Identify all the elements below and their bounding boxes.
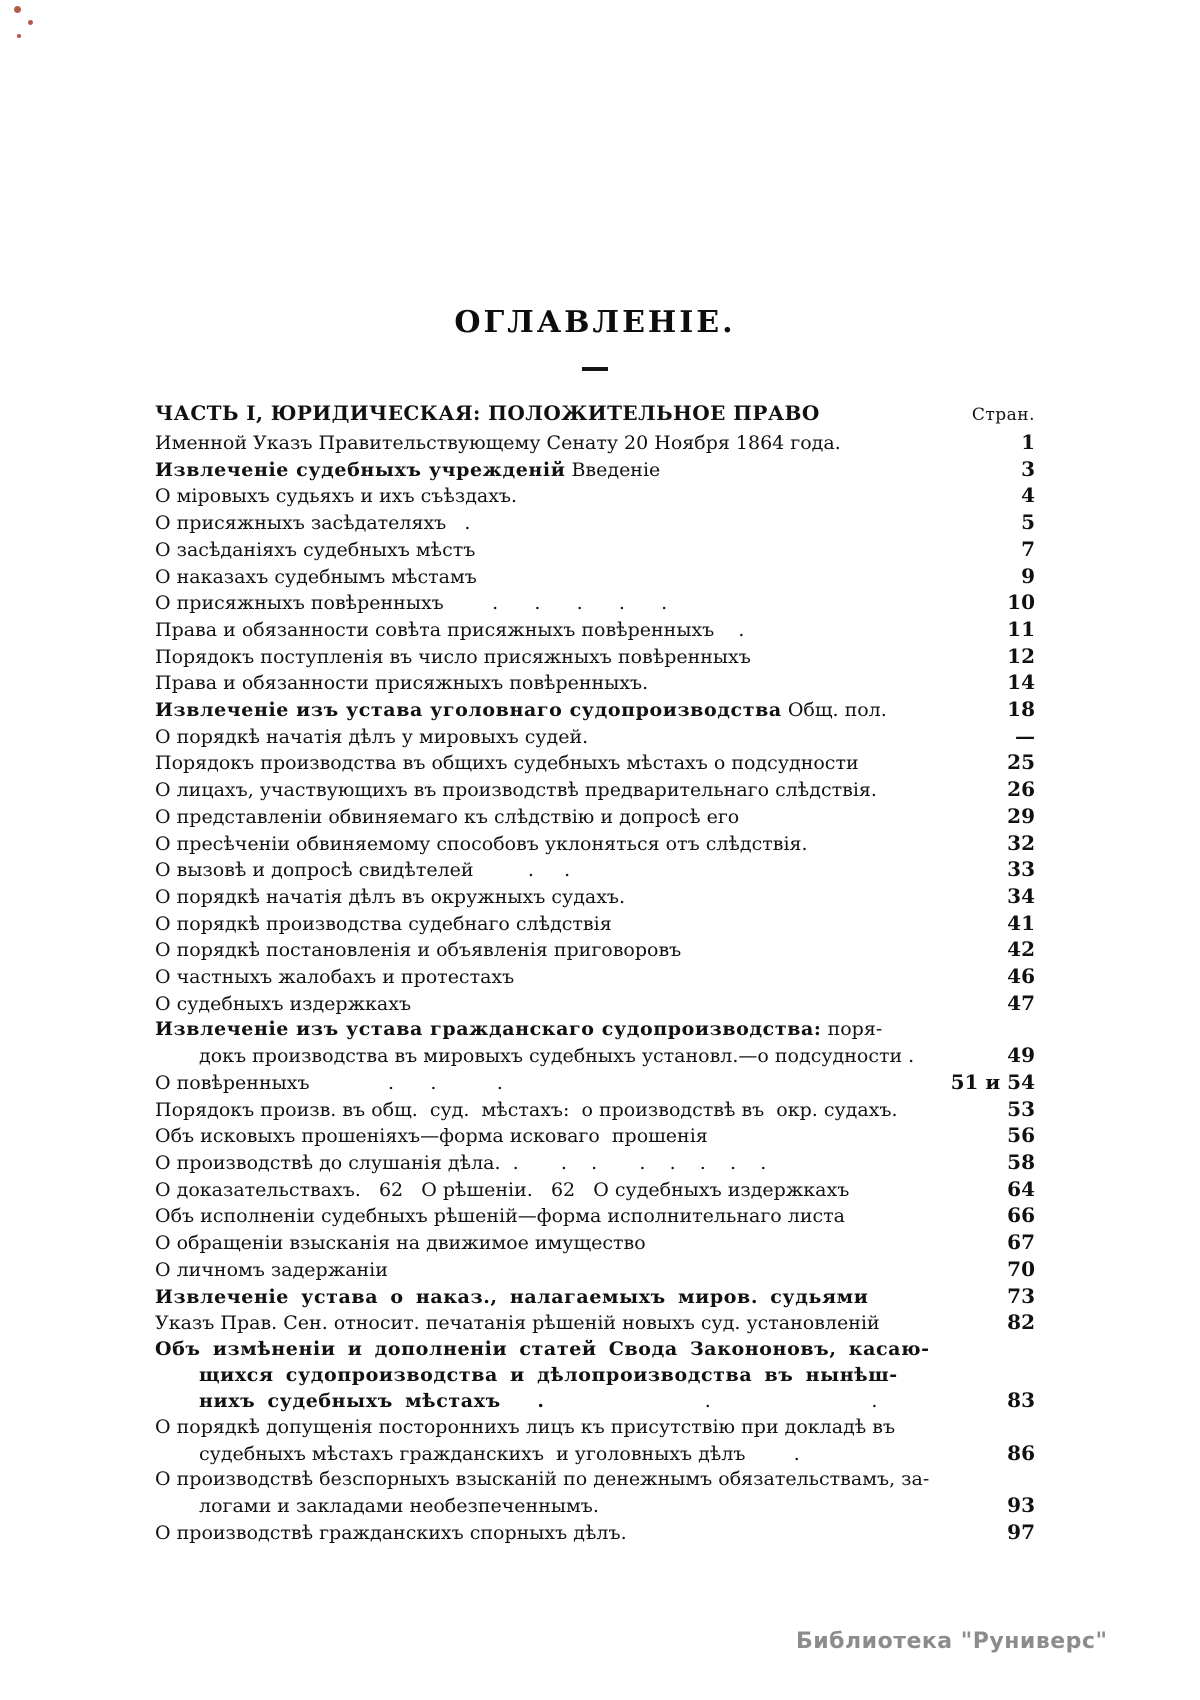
entry-page-number: 73 (1007, 1283, 1035, 1308)
entry-title: Порядокъ производства въ общихъ судебныхъ мѣстахъ о подсудности (155, 752, 859, 775)
scan-speck (17, 34, 21, 38)
toc-entry (155, 750, 1035, 777)
toc-entry (155, 777, 1035, 804)
entry-title: О присяжныхъ повѣренныхъ . . . . . (155, 592, 668, 615)
toc-entry (155, 1017, 1035, 1043)
entry-title: О производствѣ безспорныхъ взысканій по денежнымъ обязательствамъ, за- (155, 1468, 930, 1491)
toc-entry (155, 724, 1035, 751)
toc-entry (155, 564, 1035, 591)
toc-entry (155, 1043, 1035, 1070)
entry-title: О вызовѣ и допросѣ свидѣтелей . . (155, 859, 571, 882)
entry-page-number: 67 (1007, 1230, 1035, 1255)
toc-entry (155, 1337, 1035, 1363)
toc-entry (155, 964, 1035, 991)
toc-entry (155, 644, 1035, 671)
entry-title: Именной Указъ Правительствующему Сенату 20 Ноября 1864 года. (155, 432, 841, 454)
entry-title: Права и обязанности присяжныхъ повѣренныхъ. (155, 672, 649, 695)
entry-page-number: 14 (1007, 670, 1035, 695)
toc-entry (155, 1203, 1035, 1230)
entry-page-number: 25 (1007, 750, 1035, 775)
entry-page-number: 66 (1007, 1203, 1035, 1228)
entry-page-number: 46 (1007, 964, 1035, 989)
entry-title: нихъ судебныхъ мѣстахъ . . . (199, 1390, 878, 1413)
entry-page-number: 34 (1007, 883, 1035, 908)
entry-page-number: 53 (1007, 1096, 1035, 1121)
entry-title: О судебныхъ издержкахъ (155, 992, 412, 1015)
entry-title-bold: Объ измѣненіи и дополненіи статей Свода Закононовъ, касаю- (155, 1337, 930, 1360)
entry-page-number: 29 (1007, 803, 1035, 828)
entry-title: О порядкѣ постановленія и объявленія приговоровъ (155, 939, 682, 962)
toc-entry (155, 831, 1035, 858)
toc-entry (155, 1150, 1035, 1177)
toc-entry (155, 617, 1035, 644)
entry-title-bold: Извлеченіе изъ устава уголовнаго судопроизводства (155, 699, 782, 722)
entry-title: О пресѣченіи обвиняемому способовъ уклоняться отъ слѣдствія. (155, 832, 808, 855)
entry-title-bold: Извлеченіе судебныхъ учрежденій (155, 458, 566, 481)
pages-column-label: Стран. (971, 405, 1035, 425)
entry-page-number: 4 (1021, 483, 1035, 508)
entry-page-number: 12 (1007, 643, 1035, 668)
entry-page-number: 7 (1021, 536, 1035, 561)
entry-title: Указъ Прав. Сен. относит. печатанія рѣшеній новыхъ суд. установленій (155, 1312, 880, 1335)
toc-entry (155, 1177, 1035, 1204)
entry-title: Права и обязанности совѣта присяжныхъ повѣренныхъ . (155, 618, 745, 641)
entry-title: О порядкѣ начатія дѣлъ въ окружныхъ судахъ. (155, 885, 626, 908)
section-heading-row (155, 401, 1035, 425)
entry-page-number: 26 (1007, 777, 1035, 802)
toc-entry (155, 991, 1035, 1018)
entry-page-number: 5 (1021, 510, 1035, 535)
entry-page-number: 58 (1007, 1149, 1035, 1174)
toc-entry (155, 1284, 1035, 1311)
entry-title-bold: Извлеченіе изъ устава гражданскаго судопроизводства: (155, 1018, 822, 1041)
page-title: ОГЛАВЛЕНІЕ. (454, 305, 736, 340)
toc-entry (155, 670, 1035, 697)
toc-entry (155, 510, 1035, 537)
entry-title: О лицахъ, участвующихъ въ производствѣ предварительнаго слѣдствія. (155, 779, 877, 802)
entry-title (155, 1363, 973, 1389)
entry-page-number: 33 (1007, 857, 1035, 882)
entry-title: О доказательствахъ. 62 О рѣшеніи. 62 О судебныхъ издержкахъ (155, 1178, 850, 1201)
entry-page-number: 83 (1007, 1388, 1035, 1413)
toc-entry (155, 1388, 1035, 1415)
toc-entry (155, 911, 1035, 938)
toc-entry (155, 457, 1035, 484)
entry-title: Объ исполненіи судебныхъ рѣшеній—форма исполнительнаго листа (155, 1205, 845, 1228)
entry-title: логами и закладами необезпеченнымъ. (199, 1495, 599, 1518)
entry-title: докъ производства въ мировыхъ судебныхъ установл.—о подсудности . (199, 1045, 915, 1068)
toc-content (155, 305, 1035, 1547)
toc-entry (155, 804, 1035, 831)
toc-entry (155, 884, 1035, 911)
title-divider (582, 367, 608, 371)
entry-page-number: 41 (1007, 910, 1035, 935)
toc-entry (155, 857, 1035, 884)
entry-page-number: 10 (1007, 590, 1035, 615)
toc-list (155, 430, 1035, 1547)
toc-entry (155, 937, 1035, 964)
entry-title: Извлеченіе судебныхъ учрежденій Введеніе (155, 458, 661, 481)
entry-page-number: 47 (1007, 990, 1035, 1015)
entry-title: О представленіи обвиняемаго къ слѣдствію и допросѣ его (155, 805, 740, 828)
entry-page-number: 97 (1007, 1519, 1035, 1544)
entry-title: Объ исковыхъ прошеніяхъ—форма исковаго прошенія (155, 1125, 708, 1148)
entry-page-number: 93 (1007, 1493, 1035, 1518)
toc-entry (155, 537, 1035, 564)
entry-page-number: 64 (1007, 1176, 1035, 1201)
toc-entry (155, 1097, 1035, 1124)
toc-entry (155, 1493, 1035, 1520)
toc-entry (155, 1363, 1035, 1389)
entry-page-number: 82 (1007, 1310, 1035, 1335)
toc-entry (155, 1070, 1035, 1097)
toc-entry (155, 590, 1035, 617)
entry-title: О производствѣ гражданскихъ спорныхъ дѣлъ. (155, 1521, 627, 1544)
entry-title: О повѣренныхъ . . . (155, 1071, 503, 1094)
entry-title: судебныхъ мѣстахъ гражданскихъ и уголовныхъ дѣлъ . (199, 1442, 800, 1465)
entry-title: О производствѣ до слушанія дѣла. . . . . . . . . (155, 1151, 767, 1174)
toc-entry (155, 1441, 1035, 1468)
entry-title: О обращеніи взысканія на движимое имущество (155, 1232, 646, 1255)
entry-title (155, 1337, 973, 1363)
entry-title: Порядокъ произв. въ общ. суд. мѣстахъ: о производствѣ въ окр. судахъ. (155, 1098, 898, 1121)
toc-entry (155, 697, 1035, 724)
entry-title: Извлеченіе изъ устава гражданскаго судопроизводства: поря- (155, 1018, 883, 1041)
entry-title: О засѣданіяхъ судебныхъ мѣстъ (155, 538, 476, 561)
entry-title: О порядкѣ производства судебнаго слѣдствія (155, 912, 612, 935)
entry-page-number: 70 (1007, 1256, 1035, 1281)
entry-title (155, 1285, 973, 1311)
entry-page-number: 49 (1007, 1043, 1035, 1068)
toc-entry (155, 1520, 1035, 1547)
entry-title: О частныхъ жалобахъ и протестахъ (155, 966, 515, 989)
scan-speck (28, 20, 33, 25)
entry-page-number: 51 и 54 (950, 1069, 1035, 1094)
entry-page-number: 3 (1021, 456, 1035, 481)
entry-title-bold: Извлеченіе устава о наказ., налагаемыхъ миров. судьями (155, 1285, 869, 1308)
entry-page-number: 32 (1007, 830, 1035, 855)
entry-title: О наказахъ судебнымъ мѣстамъ (155, 565, 477, 588)
entry-page-number: 18 (1007, 697, 1035, 722)
entry-page-number: 86 (1007, 1440, 1035, 1465)
section-heading: ЧАСТЬ I, ЮРИДИЧЕСКАЯ: ПОЛОЖИТЕЛЬНОЕ ПРАВО (155, 401, 820, 425)
toc-entry (155, 483, 1035, 510)
toc-entry (155, 1123, 1035, 1150)
library-watermark: Библиотека "Руниверс" (796, 1629, 1108, 1654)
entry-title-bold: нихъ судебныхъ мѣстахъ . (199, 1390, 545, 1413)
entry-page-number: 42 (1007, 937, 1035, 962)
toc-entry (155, 1257, 1035, 1284)
entry-title-bold: щихся судопроизводства и дѣлопроизводства въ нынѣш- (199, 1363, 898, 1386)
toc-entry (155, 1467, 1035, 1493)
toc-entry (155, 1310, 1035, 1337)
toc-entry (155, 430, 1035, 457)
entry-title: О міровыхъ судьяхъ и ихъ съѣздахъ. (155, 485, 518, 508)
entry-page-number: 56 (1007, 1123, 1035, 1148)
entry-title: О присяжныхъ засѣдателяхъ . (155, 512, 471, 535)
entry-page-number: — (1015, 723, 1035, 748)
entry-page-number: 9 (1021, 563, 1035, 588)
toc-entry (155, 1415, 1035, 1441)
entry-title: О порядкѣ начатія дѣлъ у мировыхъ судей. (155, 725, 589, 748)
entry-title: О личномъ задержаніи (155, 1258, 388, 1281)
toc-entry (155, 1230, 1035, 1257)
entry-page-number: 11 (1007, 616, 1035, 641)
entry-title: Порядокъ поступленія въ число присяжныхъ повѣренныхъ (155, 645, 751, 668)
entry-title: О порядкѣ допущенія постороннихъ лицъ къ присутствію при докладѣ въ (155, 1416, 896, 1439)
entry-page-number: 1 (1021, 430, 1035, 454)
scan-speck (14, 6, 21, 13)
entry-title: Извлеченіе изъ устава уголовнаго судопроизводства Общ. пол. (155, 699, 887, 722)
